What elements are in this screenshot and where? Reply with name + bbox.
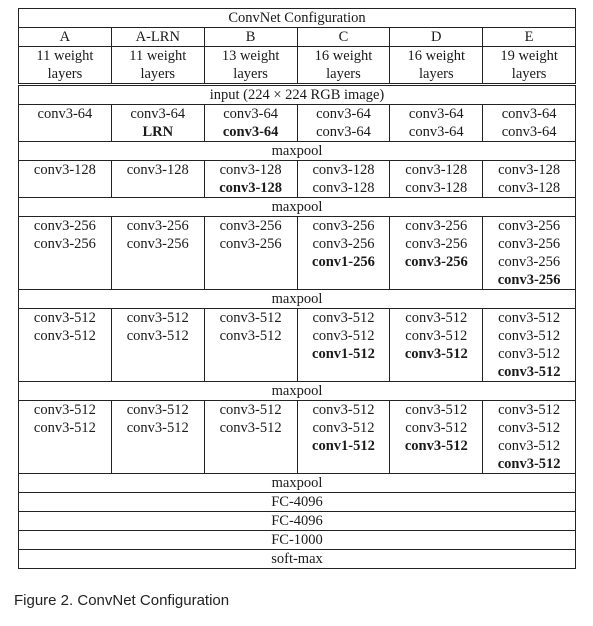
layer-entry: conv3-512: [126, 310, 189, 326]
depth-line: 16 weight: [314, 48, 373, 64]
layer-cell: [19, 401, 112, 474]
layer-entry: conv3-512: [404, 438, 468, 454]
depth-line: 16 weight: [407, 48, 466, 64]
layer-entry: conv3-256: [219, 236, 282, 252]
layer-cell: [204, 105, 297, 142]
classifier-cell: FC-4096: [19, 512, 576, 531]
layer-entry: conv3-512: [405, 328, 468, 344]
layer-entry: conv3-256: [498, 236, 561, 252]
layer-entry: conv3-512: [312, 402, 375, 418]
layer-entry: conv3-128: [33, 162, 96, 178]
column-name: A: [19, 28, 112, 47]
layer-entry: conv3-512: [498, 420, 561, 436]
layer-entry: conv3-512: [219, 402, 282, 418]
depth-line: 13 weight: [221, 48, 280, 64]
layer-cell: [204, 161, 297, 198]
classifier-row: [19, 531, 576, 550]
layer-entry: conv3-512: [405, 420, 468, 436]
layer-cell: [111, 309, 204, 382]
layer-entry: conv3-128: [405, 180, 468, 196]
maxpool-cell: maxpool: [19, 142, 576, 161]
layer-cell: [297, 161, 390, 198]
layer-cell: [204, 401, 297, 474]
layer-cell: [483, 401, 576, 474]
layer-entry: conv3-512: [126, 420, 189, 436]
maxpool-cell: maxpool: [19, 474, 576, 493]
layer-cell: [204, 309, 297, 382]
layer-entry: conv3-512: [33, 328, 96, 344]
input-cell: input (224 × 224 RGB image): [19, 85, 576, 105]
classifier-cell: FC-1000: [19, 531, 576, 550]
layer-entry: conv3-512: [126, 328, 189, 344]
depth-line: 11 weight: [36, 48, 94, 64]
layer-block-row: [19, 161, 576, 198]
layer-entry: conv3-256: [404, 254, 468, 270]
layer-cell: [297, 217, 390, 290]
layer-cell: [390, 217, 483, 290]
column-depth: [483, 47, 576, 85]
maxpool-cell: maxpool: [19, 382, 576, 401]
layer-block-row: [19, 217, 576, 290]
layer-entry: conv3-512: [33, 402, 96, 418]
layer-cell: [483, 161, 576, 198]
layer-entry: conv3-128: [126, 162, 189, 178]
column-name: C: [297, 28, 390, 47]
layer-block-row: [19, 309, 576, 382]
layer-entry: conv3-64: [408, 124, 464, 140]
column-name-row: [19, 28, 576, 47]
layer-entry: conv3-256: [498, 254, 561, 270]
layer-entry: conv3-64: [316, 106, 371, 122]
layer-entry: conv1-512: [312, 438, 375, 454]
layer-entry: conv3-512: [498, 346, 561, 362]
layer-entry: LRN: [142, 124, 174, 140]
layer-entry: conv3-64: [501, 124, 557, 140]
convnet-config-table-wrap: [18, 8, 576, 569]
layer-cell: [483, 309, 576, 382]
table-body: [19, 9, 576, 569]
column-depth: [19, 47, 112, 85]
pool-row: [19, 382, 576, 401]
pool-row: [19, 290, 576, 309]
layer-entry: conv3-512: [312, 328, 375, 344]
depth-line: 19 weight: [500, 48, 558, 64]
layer-entry: conv3-256: [33, 218, 96, 234]
layer-cell: [19, 217, 112, 290]
pool-row: [19, 142, 576, 161]
layer-cell: [297, 309, 390, 382]
figure-caption: Figure 2. ConvNet Configuration: [14, 592, 230, 609]
layer-entry: conv3-512: [219, 310, 282, 326]
layer-entry: conv3-512: [497, 364, 561, 380]
depth-line: layers: [47, 66, 83, 82]
layer-entry: conv3-512: [33, 310, 96, 326]
classifier-row: [19, 493, 576, 512]
maxpool-cell: maxpool: [19, 290, 576, 309]
layer-entry: conv3-512: [312, 420, 375, 436]
layer-entry: conv3-128: [498, 162, 561, 178]
layer-entry: conv3-256: [312, 218, 375, 234]
layer-cell: [19, 161, 112, 198]
convnet-config-table: [18, 8, 576, 569]
column-depth: [204, 47, 297, 85]
layer-entry: conv3-512: [405, 310, 468, 326]
layer-entry: conv3-64: [130, 106, 186, 122]
layer-entry: conv3-256: [405, 218, 468, 234]
layer-cell: [19, 309, 112, 382]
layer-entry: conv3-64: [222, 124, 279, 140]
layer-entry: conv3-128: [312, 180, 375, 196]
layer-entry: conv3-128: [312, 162, 375, 178]
layer-entry: conv3-256: [33, 236, 96, 252]
depth-line: layers: [140, 66, 176, 82]
depth-line: layers: [326, 66, 361, 82]
column-name: E: [483, 28, 576, 47]
column-name: A-LRN: [111, 28, 204, 47]
pool-row: [19, 198, 576, 217]
layer-entry: conv3-512: [126, 402, 189, 418]
classifier-row: [19, 550, 576, 569]
layer-entry: conv3-256: [498, 218, 561, 234]
layer-entry: conv3-512: [498, 328, 561, 344]
layer-entry: conv3-512: [498, 438, 561, 454]
layer-entry: conv3-256: [497, 272, 561, 288]
layer-entry: conv3-512: [312, 310, 375, 326]
classifier-cell: FC-4096: [19, 493, 576, 512]
layer-cell: [390, 161, 483, 198]
layer-entry: conv3-64: [316, 124, 371, 140]
layer-entry: conv3-256: [126, 236, 189, 252]
layer-entry: conv3-128: [219, 180, 283, 196]
layer-block-row: [19, 401, 576, 474]
layer-entry: conv3-128: [498, 180, 561, 196]
layer-cell: [111, 105, 204, 142]
column-depth: [390, 47, 483, 85]
column-name: D: [390, 28, 483, 47]
layer-cell: [297, 105, 390, 142]
maxpool-cell: maxpool: [19, 198, 576, 217]
layer-cell: [483, 217, 576, 290]
layer-cell: [297, 401, 390, 474]
depth-line: layers: [511, 66, 547, 82]
layer-entry: conv3-256: [219, 218, 282, 234]
title-row: [19, 9, 576, 28]
pool-row: [19, 474, 576, 493]
layer-entry: conv3-256: [405, 236, 468, 252]
layer-cell: [204, 217, 297, 290]
layer-entry: conv3-512: [498, 402, 561, 418]
layer-entry: conv3-512: [33, 420, 96, 436]
layer-entry: conv3-512: [404, 346, 468, 362]
layer-block-row: [19, 105, 576, 142]
layer-entry: conv3-64: [37, 106, 93, 122]
depth-line: layers: [418, 66, 454, 82]
layer-entry: conv3-512: [498, 310, 561, 326]
layer-entry: conv3-512: [219, 420, 282, 436]
layer-entry: conv3-64: [501, 106, 557, 122]
layer-entry: conv1-256: [312, 254, 375, 270]
column-depth: [297, 47, 390, 85]
layer-cell: [390, 105, 483, 142]
layer-entry: conv3-256: [312, 236, 375, 252]
layer-entry: conv3-512: [219, 328, 282, 344]
layer-entry: conv3-64: [408, 106, 464, 122]
column-name: B: [204, 28, 297, 47]
layer-cell: [390, 309, 483, 382]
layer-entry: conv3-256: [126, 218, 189, 234]
layer-cell: [111, 401, 204, 474]
table-title: ConvNet Configuration: [19, 9, 576, 28]
column-depth: [111, 47, 204, 85]
layer-entry: conv3-128: [219, 162, 282, 178]
layer-entry: conv3-64: [223, 106, 278, 122]
layer-cell: [111, 217, 204, 290]
layer-entry: conv1-512: [312, 346, 375, 362]
depth-line: 11 weight: [129, 48, 187, 64]
classifier-row: [19, 512, 576, 531]
column-depth-row: [19, 47, 576, 85]
classifier-cell: soft-max: [19, 550, 576, 569]
input-row: [19, 85, 576, 105]
layer-entry: conv3-128: [405, 162, 468, 178]
layer-cell: [19, 105, 112, 142]
layer-entry: conv3-512: [405, 402, 468, 418]
layer-cell: [111, 161, 204, 198]
layer-cell: [483, 105, 576, 142]
layer-cell: [390, 401, 483, 474]
depth-line: layers: [233, 66, 268, 82]
layer-entry: conv3-512: [497, 456, 561, 472]
